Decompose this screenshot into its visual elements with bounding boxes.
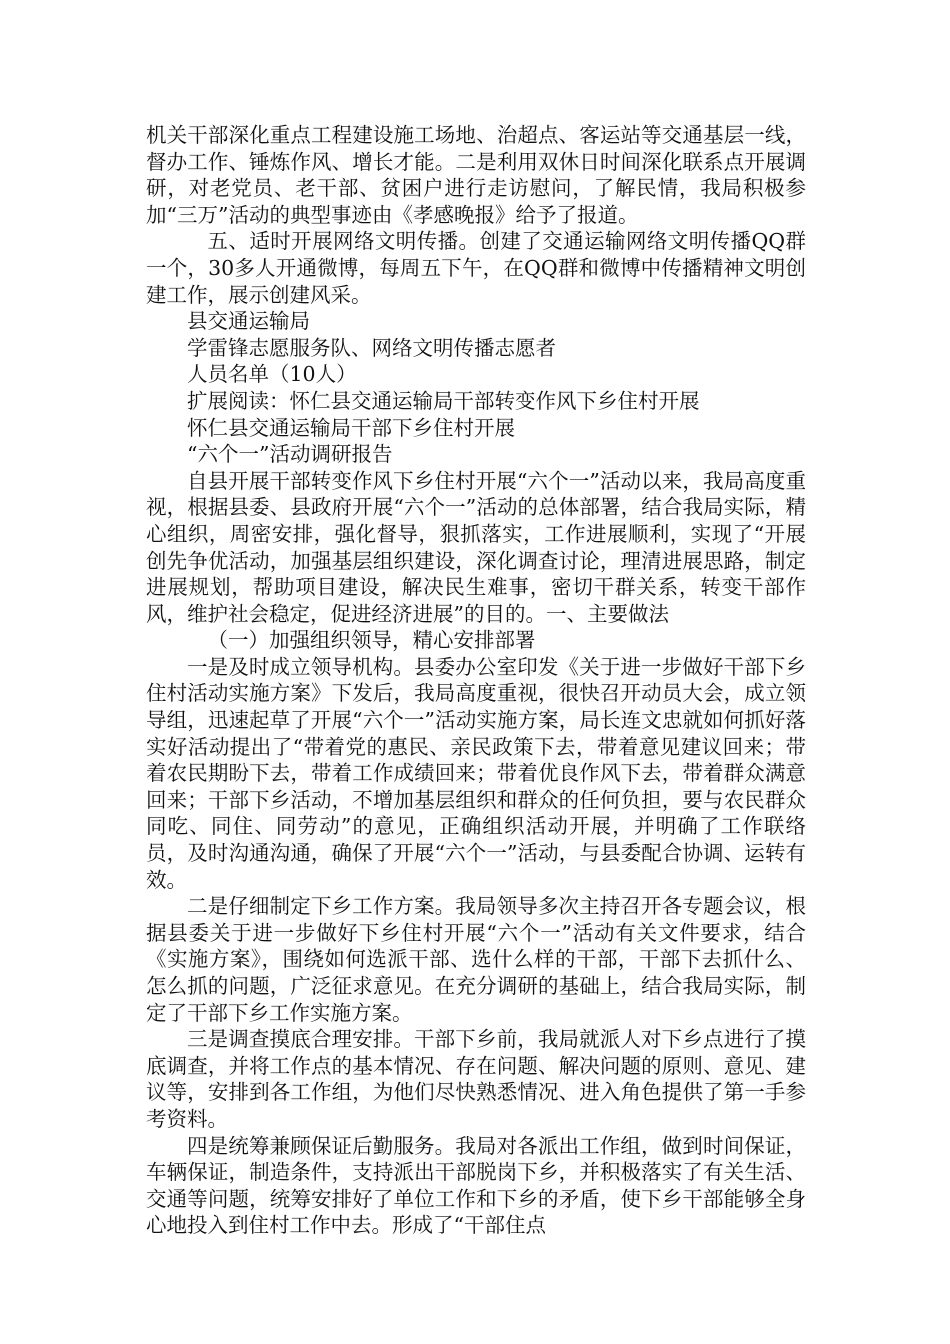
paragraph-point-2: 二是仔细制定下乡工作方案。我局领导多次主持召开各专题会议，根据县委关于进一步做好下乡住村开展“六个一”活动有关文件要求，结合《实施方案》，围绕如何选派干部、选什么样的干部，干部下去抓什么、怎么抓的问题，广泛征求意见。在充分调研的基础上，结合我局实际，制定了干部下乡工作实施方案。 — [146, 894, 806, 1025]
paragraph-introduction: 自县开展干部转变作风下乡住村开展“六个一”活动以来，我局高度重视，根据县委、县政府开展“六个一”活动的总体部署，结合我局实际，精心组织，周密安排，强化督导，狠抓落实，工作进展顺利，实现了“开展创先争优活动，加强基层组织建设，深化调查讨论，理清进展思路，制定进展规划，帮助项目建设，解决民生难事，密切干群关系，转变干部作风，维护社会稳定，促进经济进展”的目的。一、主要做法 — [146, 468, 806, 626]
report-title-line-1: 怀仁县交通运输局干部下乡住村开展 — [187, 415, 515, 440]
label-volunteer-team: 学雷锋志愿服务队、网络文明传播志愿者 — [187, 335, 556, 360]
label-name-list: 人员名单（10人） — [187, 362, 357, 387]
paragraph-point-4: 四是统筹兼顾保证后勤服务。我局对各派出工作组，做到时间保证，车辆保证，制造条件，支持派出干部脱岗下乡，并积极落实了有关生活、交通等问题，统筹安排好了单位工作和下乡的矛盾，使下乡干部能够全身心地投入到住村工作中去。形成了“干部住点 — [146, 1133, 806, 1238]
paragraph-continuation: 机关干部深化重点工程建设施工场地、治超点、客运站等交通基层一线，督办工作、锤炼作风、增长才能。二是利用双休日时间深化联系点开展调研，对老党员、老干部、贫困户进行走访慰问，了解民情，我局积极参加“三万”活动的典型事迹由《孝感晚报》给予了报道。 — [146, 123, 806, 227]
section-heading-1: （一）加强组织领导，精心安排部署 — [207, 628, 536, 653]
report-title-line-2: “六个一”活动调研报告 — [187, 442, 393, 467]
paragraph-point-1: 一是及时成立领导机构。县委办公室印发《关于进一步做好干部下乡住村活动实施方案》下发后，我局高度重视，很快召开动员大会，成立领导组，迅速起草了开展“六个一”活动实施方案，局长连文忠就如何抓好落实好活动提出了“带着党的惠民、亲民政策下去，带着意见建议回来；带着农民期盼下去，带着工作成绩回来；带着优良作风下去，带着群众满意回来；干部下乡活动，不增加基层组织和群众的任何负担，要与农民群众同吃、同住、同劳动”的意见，正确组织活动开展，并明确了工作联络员，及时沟通沟通，确保了开展“六个一”活动，与县委配合协调、运转有效。 — [146, 654, 806, 892]
label-county-bureau: 县交通运输局 — [187, 309, 310, 334]
paragraph-point-3: 三是调查摸底合理安排。干部下乡前，我局就派人对下乡点进行了摸底调查，并将工作点的基本情况、存在问题、解决问题的原则、意见、建议等，安排到各工作组，为他们尽快熟悉情况、进入角色提供了第一手参考资料。 — [146, 1027, 806, 1131]
label-extended-reading: 扩展阅读：怀仁县交通运输局干部转变作风下乡住村开展 — [187, 388, 700, 413]
paragraph-network-civilization: 五、适时开展网络文明传播。创建了交通运输网络文明传播QQ群一个，30多人开通微博，每周五下午，在QQ群和微博中传播精神文明创建工作，展示创建风采。 — [146, 229, 806, 307]
document-page — [146, 122, 806, 1239]
